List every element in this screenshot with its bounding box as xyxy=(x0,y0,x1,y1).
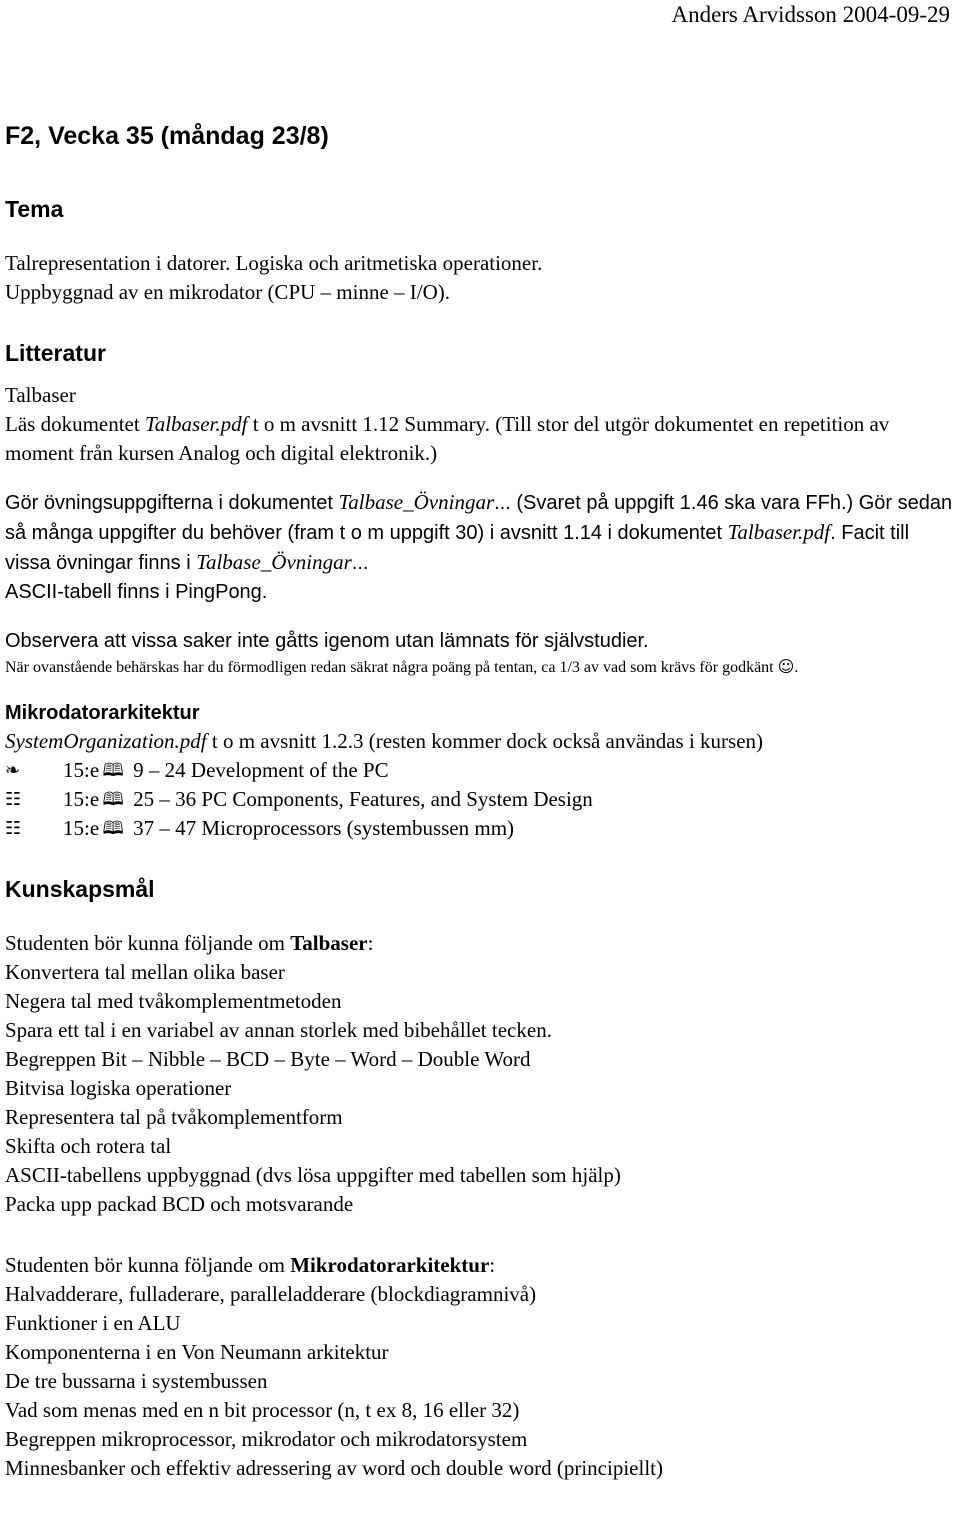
chapter-list xyxy=(5,756,955,843)
glasses-icon: ❧ xyxy=(5,760,21,781)
text: . xyxy=(794,659,799,676)
talbaser-goals-list xyxy=(5,958,955,1219)
text: ASCII-tabell finns i PingPong. xyxy=(5,581,268,603)
list-item: Spara ett tal i en variabel av annan storlek med bibehållet tecken. xyxy=(5,1018,552,1042)
text: ... xyxy=(351,552,369,574)
document-link: Talbaser.pdf xyxy=(727,520,831,544)
document-link: Talbase_Övningar xyxy=(338,490,495,514)
tema-line-1: Talrepresentation i datorer. Logiska och aritmetiska operationer. xyxy=(5,251,543,275)
document-link: Talbaser.pdf xyxy=(144,412,248,436)
tema-line-2: Uppbyggnad av en mikrodator (CPU – minne – I/O). xyxy=(5,280,451,304)
notepad-icon: ☷ xyxy=(5,818,22,839)
list-item: Funktioner i en ALU xyxy=(5,1311,181,1335)
list-item: Komponenterna i en Von Neumann arkitektur xyxy=(5,1340,389,1364)
mikro-reading-paragraph xyxy=(5,727,955,756)
book-icon: 🕮 xyxy=(102,789,124,810)
text: Studenten bör kunna följande om xyxy=(5,1253,291,1277)
text: t o m avsnitt 1.2.3 (resten kommer dock också användas i kursen) xyxy=(206,729,764,753)
list-item: ASCII-tabellens uppbyggnad (dvs lösa uppgifter med tabellen som hjälp) xyxy=(5,1163,621,1187)
list-item: Skifta och rotera tal xyxy=(5,1134,172,1158)
page-title: F2, Vecka 35 (måndag 23/8) xyxy=(5,122,329,150)
edition: 15:e xyxy=(63,787,100,811)
list-item: Representera tal på tvåkomplementform xyxy=(5,1105,343,1129)
mikro-heading: Mikrodatorarkitektur xyxy=(5,702,200,724)
list-item: Packa upp packad BCD och motsvarande xyxy=(5,1192,354,1216)
talbaser-reading-paragraph xyxy=(5,410,955,468)
list-item: Halvadderare, fulladerare, paralleladderare (blockdiagramnivå) xyxy=(5,1282,537,1306)
talbaser-goals-intro xyxy=(5,929,955,958)
book-icon: 🕮 xyxy=(102,818,124,839)
chapter-text: 25 – 36 PC Components, Features, and System Design xyxy=(133,787,593,811)
smiley-icon: ☺ xyxy=(777,657,795,676)
list-item: Bitvisa logiska operationer xyxy=(5,1076,232,1100)
list-item: Begreppen Bit – Nibble – BCD – Byte – Word – Double Word xyxy=(5,1047,531,1071)
chapter-row xyxy=(5,814,955,843)
edition: 15:e xyxy=(63,758,100,782)
text: Läs dokumentet xyxy=(5,412,145,436)
book-icon: 🕮 xyxy=(102,760,124,781)
mikro-goals-list xyxy=(5,1280,955,1483)
edition: 15:e xyxy=(63,816,100,840)
chapter-row xyxy=(5,756,955,785)
talbaser-subheading: Talbaser xyxy=(5,383,76,407)
chapter-row xyxy=(5,785,955,814)
document-link: SystemOrganization.pdf xyxy=(5,729,207,753)
chapter-text: 37 – 47 Microprocessors (systembussen mm) xyxy=(133,816,515,840)
observe-note: Observera att vissa saker inte gåtts igenom utan lämnats för självstudier. xyxy=(5,630,649,652)
list-item: Vad som menas med en n bit processor (n, t ex 8, 16 eller 32) xyxy=(5,1398,520,1422)
text: När ovanstående behärskas har du förmodligen redan säkrat några poäng på tentan, ca 1/3 av vad som krävs för godkänt xyxy=(5,659,774,676)
kunskapsmal-heading: Kunskapsmål xyxy=(5,876,155,902)
list-item: Konvertera tal mellan olika baser xyxy=(5,960,285,984)
list-item: Negera tal med tvåkomplementmetoden xyxy=(5,989,342,1013)
exercises-paragraph xyxy=(5,488,955,607)
page-header: Anders Arvidsson 2004-09-29 xyxy=(671,2,950,27)
document-link: Talbase_Övningar xyxy=(196,550,352,574)
chapter-text: 9 – 24 Development of the PC xyxy=(133,758,389,782)
text: : xyxy=(367,931,374,955)
topic: Mikrodatorarkitektur xyxy=(290,1253,490,1277)
tema-heading: Tema xyxy=(5,196,64,222)
mikro-goals-intro xyxy=(5,1251,955,1280)
text: . Facit till vissa övningar finns i xyxy=(5,522,910,574)
text: Studenten bör kunna följande om xyxy=(5,931,291,955)
text: Gör övningsuppgifterna i dokumentet xyxy=(5,492,339,514)
text: t o m avsnitt 1.12 Summary. (Till stor del utgör dokumentet en repetition av moment från kursen Analog och digital elektronik.) xyxy=(5,412,890,465)
topic: Talbaser xyxy=(290,931,368,955)
document-body xyxy=(5,122,955,1483)
notepad-icon: ☷ xyxy=(5,789,22,810)
list-item: De tre bussarna i systembussen xyxy=(5,1369,268,1393)
litteratur-heading: Litteratur xyxy=(5,340,106,366)
list-item: Begreppen mikroprocessor, mikrodator och mikrodatorsystem xyxy=(5,1427,528,1451)
text: ... (Svaret på uppgift 1.46 ska vara FFh.) Gör sedan så många uppgifter du behöver (fram t o m uppgift 30) i avsnitt 1.14 i dokumentet xyxy=(5,492,953,544)
grade-note xyxy=(5,656,955,679)
text: : xyxy=(489,1253,496,1277)
list-item: Minnesbanker och effektiv adressering av word och double word (principiellt) xyxy=(5,1456,663,1480)
